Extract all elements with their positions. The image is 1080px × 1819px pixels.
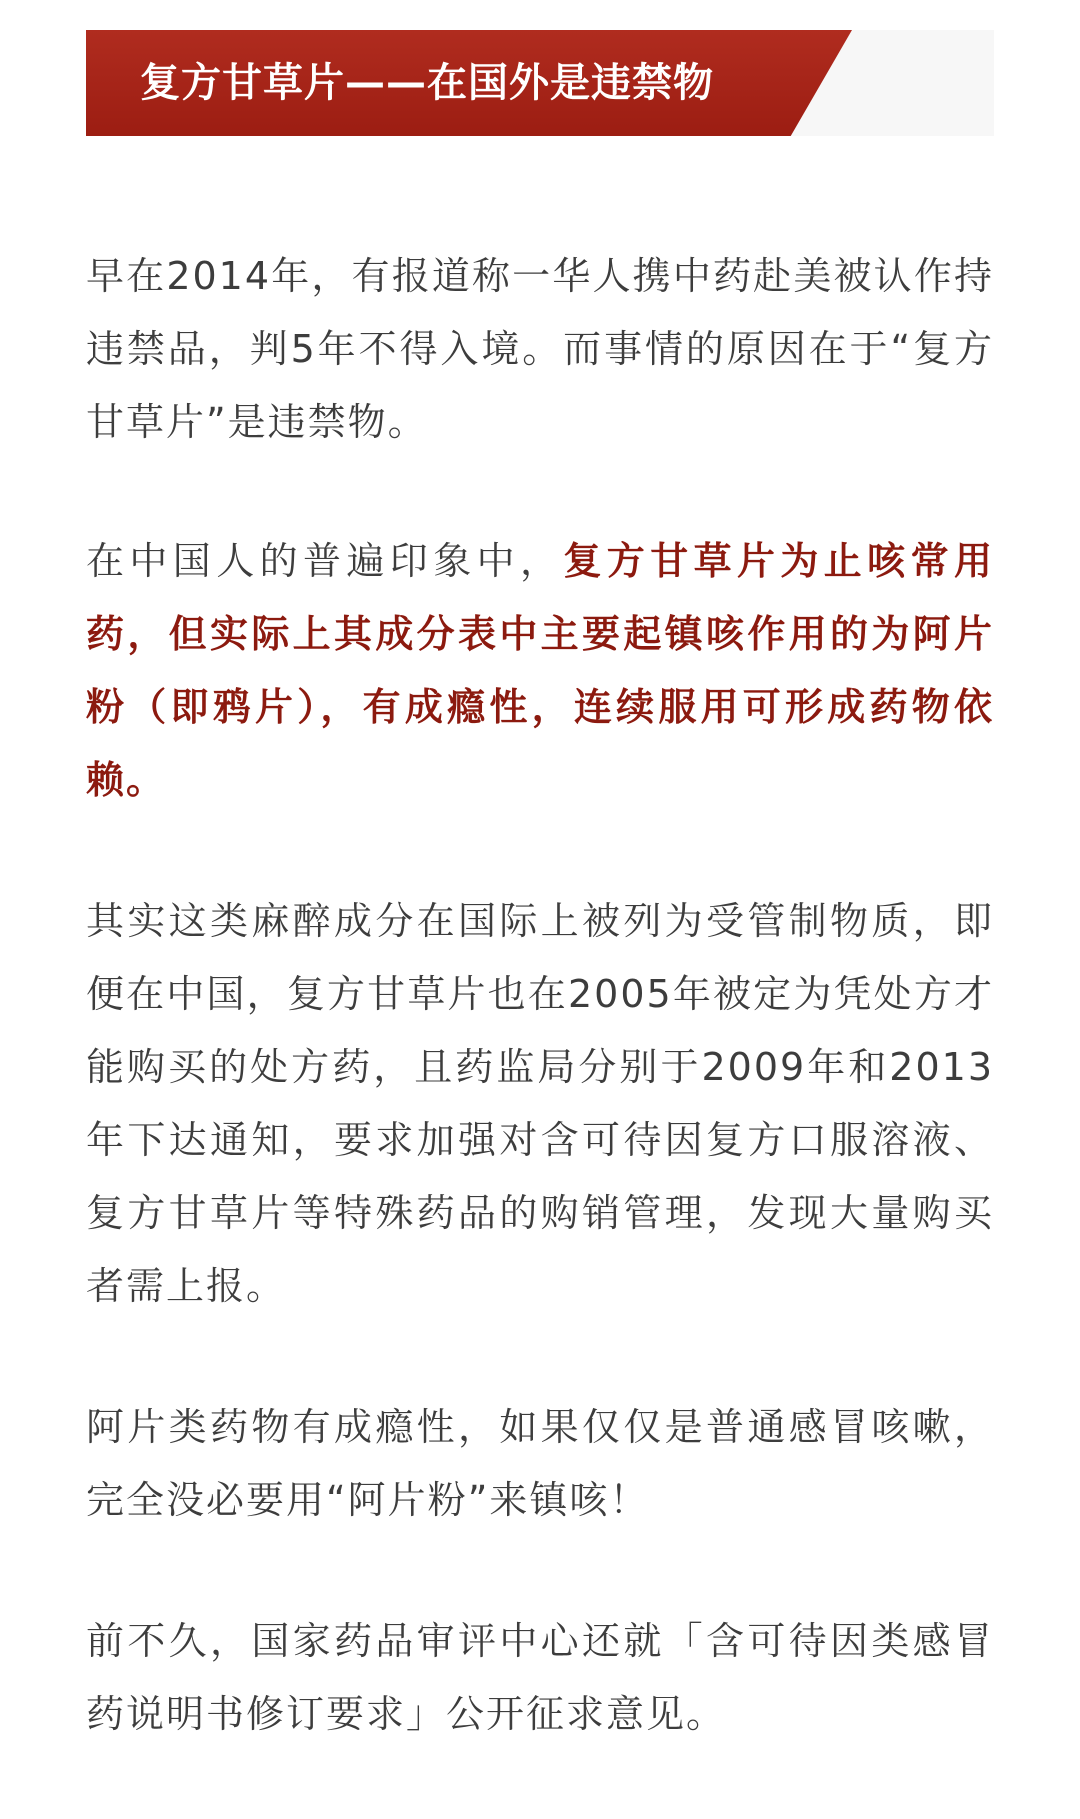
article-body [86,240,994,1819]
paragraph-4: 阿片类药物有成瘾性，如果仅仅是普通感冒咳嗽，完全没必要用“阿片粉”来镇咳！ [86,1405,994,1522]
paragraph-2-lead: 在中国人的普遍印象中， [86,539,564,583]
section-header [86,30,994,136]
section-title: 复方甘草片——在国外是违禁物 [140,60,714,106]
paragraph-2 [86,525,994,817]
paragraph-3: 其实这类麻醉成分在国际上被列为受管制物质，即便在中国，复方甘草片也在2005年被定为凭处方才能购买的处方药，且药监局分别于2009年和2013年下达通知，要求加强对含可待因复方口服溶液、复方甘草片等特殊药品的购销管理，发现大量购买者需上报。 [86,899,994,1308]
paragraph-5: 前不久，国家药品审评中心还就「含可待因类感冒药说明书修订要求」公开征求意见。 [86,1619,994,1736]
paragraph-2-highlight: 复方甘草片为止咳常用药，但实际上其成分表中主要起镇咳作用的为阿片粉（即鸦片），有成瘾性，连续服用可形成药物依赖。 [86,539,994,802]
paragraph-1: 早在2014年，有报道称一华人携中药赴美被认作持违禁品，判5年不得入境。而事情的原因在于“复方甘草片”是违禁物。 [86,254,994,444]
